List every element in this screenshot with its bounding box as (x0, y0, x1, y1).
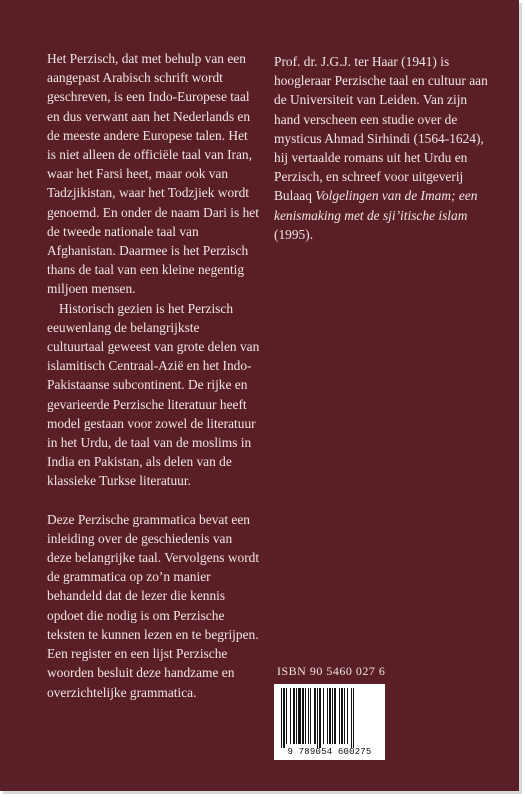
barcode-bar (281, 688, 282, 748)
author-bio-text: Prof. dr. J.G.J. ter Haar (1941) is hoogleraar Perzische taal en cultuur aan de Universiteit van Leiden. Van zijn hand verscheen een studie over de mysticus Ahmad Sirhindi (1564-1624), hij vertaalde romans uit het Urdu en Perzisch, en schreef voor uitgeverij Bulaaq (274, 54, 488, 204)
barcode-bar (317, 688, 318, 748)
barcode-bar (290, 688, 291, 744)
author-bio-book-title: Volgelingen van de Imam; een kenismaking met de sji’itische islam (274, 188, 478, 223)
barcode-bar (302, 688, 304, 744)
barcode-bar (351, 688, 352, 748)
barcode-bar (344, 688, 345, 744)
barcode-bar (296, 688, 297, 744)
barcode-bar (329, 688, 331, 744)
isbn-label: ISBN 90 5460 027 6 (277, 664, 386, 678)
author-bio-year: (1995). (274, 226, 314, 242)
description-paragraph-3: Deze Perzische grammatica bevat een inleiding over de geschiedenis van deze belangrijke taal. Vervolgens wordt de grammatica op zo’n manier behandeld dat de lezer die kennis opdoet die nodig is om Perzische teksten te kunnen lezen en te begrijpen. Een register en een lijst Perzische woorden besluit deze handzame en overzichtelijke grammatica. (47, 511, 260, 700)
barcode-bar (298, 688, 301, 744)
barcode-digits: 9 789054 600275 (287, 747, 372, 757)
barcode-bar (341, 688, 343, 744)
barcode-bar (334, 688, 336, 744)
author-bio (274, 52, 490, 244)
barcode-bar (310, 688, 311, 744)
description-paragraph-1: Het Perzisch, dat met behulp van een aangepast Arabisch schrift wordt geschreven, is een Indo-Europese taal en dus verwant aan het Nederlands en de meeste andere Europese talen. Het is niet alleen de officiële taal van Iran, waar het Farsi heet, maar ook van Tadzjikistan, waar het Todzjiek wordt genoemd. En onder de naam Dari is het de tweede nationale taal van Afghanistan. Daarmee is het Perzisch thans de taal van een kleine negentig miljoen mensen. (47, 51, 259, 297)
barcode-bar (308, 688, 309, 744)
barcode-bars (274, 684, 385, 748)
barcode (274, 684, 385, 760)
barcode-bar (353, 688, 354, 748)
description-paragraph-2: Historisch gezien is het Perzisch eeuwenlang de belangrijkste cultuurtaal geweest van grote delen van islamitisch Centraal-Azië en het Indo-Pakistaanse subcontinent. De rijke en gevarieerde Perzische literatuur heeft model gestaan voor zowel de literatuur in het Urdu, de taal van de moslims in India en Pakistan, als delen van de klassieke Turkse literatuur. (47, 300, 260, 489)
barcode-bar (339, 688, 340, 744)
barcode-bar (319, 688, 321, 748)
barcode-bar (327, 688, 328, 744)
barcode-bar (305, 688, 306, 744)
barcode-bar (332, 688, 333, 744)
author-bio-column (274, 52, 490, 244)
barcode-bar (286, 688, 287, 744)
barcode-bar (323, 688, 324, 744)
barcode-bar (293, 688, 295, 744)
barcode-bar (347, 688, 348, 744)
barcode-bar (283, 688, 285, 748)
barcode-bar (314, 688, 316, 744)
description-column (47, 49, 260, 702)
